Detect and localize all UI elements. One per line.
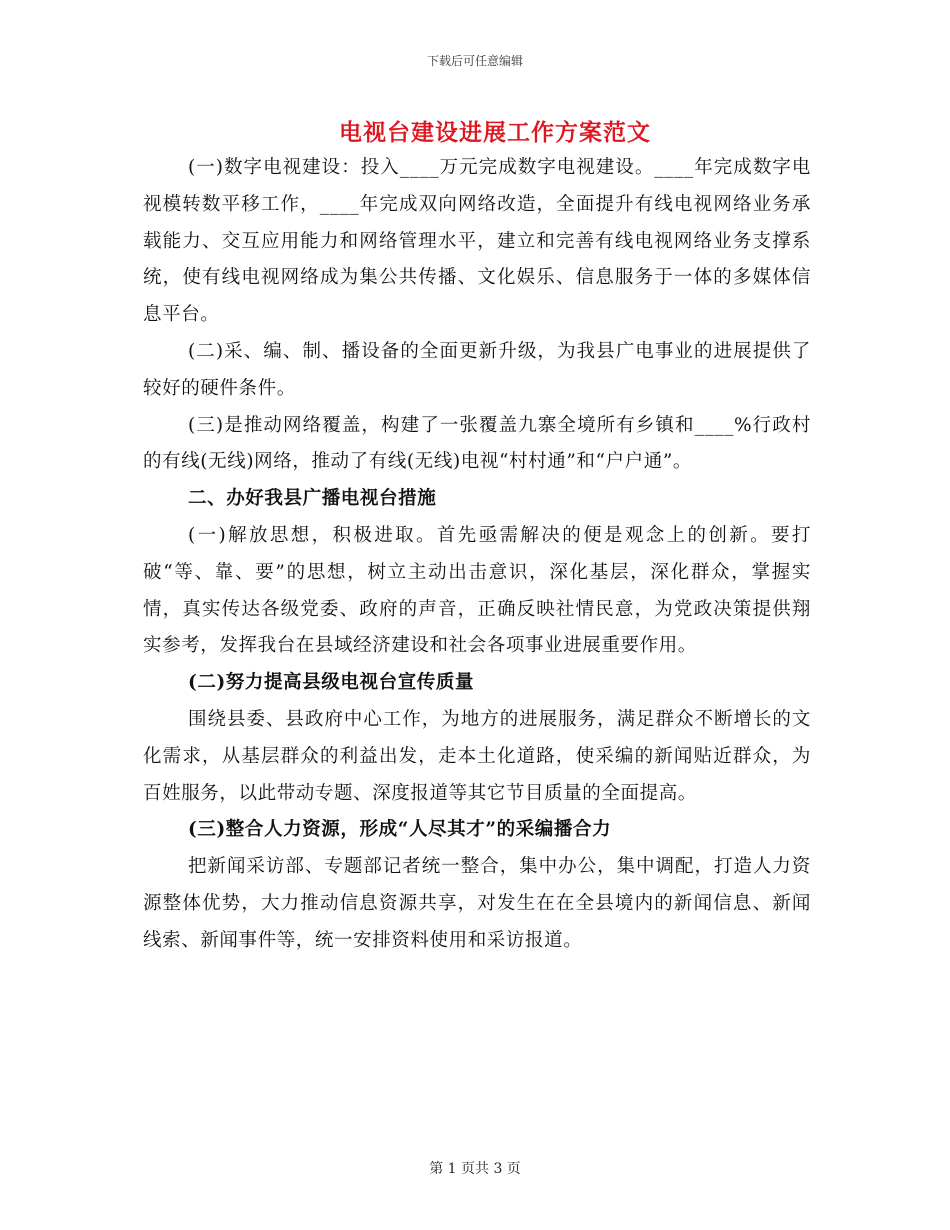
paragraph-propaganda-quality: 围绕县委、县政府中心工作，为地方的进展服务，满足群众不断增长的文化需求，从基层群众的利益出发，走本土化道路，使采编的新闻贴近群众，为百姓服务，以此带动专题、深度报道等其它节目质量的全面提高。 — [143, 708, 811, 804]
header-note: 下载后可任意编辑 — [426, 54, 523, 68]
paragraph-network-coverage: (三)是推动网络覆盖，构建了一张覆盖九寨全境所有乡镇和____%行政村的有线(无线)网络，推动了有线(无线)电视“村村通”和“户户通”。 — [143, 414, 811, 473]
section-heading-measures: 二、办好我县广播电视台措施 — [188, 488, 437, 510]
document-body — [143, 150, 811, 960]
page-number: 第 1 页共 3 页 — [429, 1161, 521, 1177]
paragraph-digital-tv: (一)数字电视建设：投入____万元完成数字电视建设。____年完成数字电视模转数平移工作，____年完成双向网络改造，全面提升有线电视网络业务承载能力、交互应用能力和网络管理水平，建立和完善有线电视网络业务支撑系统，使有线电视网络成为集公共传播、文化娱乐、信息服务于一体的多媒体信息平台。 — [143, 157, 811, 326]
paragraph-equipment-upgrade: (二)采、编、制、播设备的全面更新升级，为我县广电事业的进展提供了较好的硬件条件。 — [143, 340, 811, 399]
paragraph-emancipate-thinking: (一)解放思想，积极进取。首先亟需解决的便是观念上的创新。要打破“等、靠、要”的思想，树立主动出击意识，深化基层，深化群众，掌握实情，真实传达各级党委、政府的声音，正确反映社情民意，为党政决策提供翔实参考，发挥我台在县域经济建设和社会各项事业进展重要作用。 — [143, 524, 811, 657]
document-title: 电视台建设进展工作方案范文 — [339, 119, 651, 146]
subheading-propaganda-quality: (二)努力提高县级电视台宣传质量 — [188, 672, 475, 694]
paragraph-human-resources: 把新闻采访部、专题部记者统一整合，集中办公，集中调配，打造人力资源整体优势，大力推动信息资源共享，对发生在在全县境内的新闻信息、新闻线索、新闻事件等，统一安排资料使用和采访报道。 — [143, 856, 811, 951]
subheading-human-resources: (三)整合人力资源，形成“人尽其才”的采编播合力 — [188, 819, 612, 841]
